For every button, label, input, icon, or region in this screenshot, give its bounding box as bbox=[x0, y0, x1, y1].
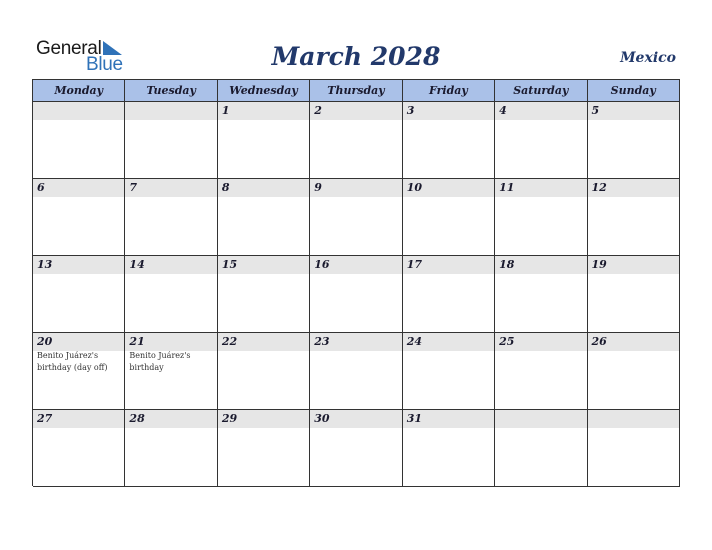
day-number-bar bbox=[218, 102, 309, 120]
day-number-bar bbox=[310, 179, 401, 197]
day-cell[interactable] bbox=[33, 333, 125, 410]
day-number: 24 bbox=[406, 335, 422, 348]
calendar-grid bbox=[32, 79, 680, 486]
day-number-bar bbox=[33, 179, 124, 197]
weekday-header: Monday bbox=[33, 80, 125, 102]
day-cell[interactable] bbox=[588, 256, 680, 333]
day-number: 8 bbox=[221, 181, 230, 194]
day-cell[interactable] bbox=[588, 179, 680, 256]
country-label: Mexico bbox=[620, 50, 676, 66]
day-cell[interactable] bbox=[403, 102, 495, 179]
day-number: 3 bbox=[406, 104, 415, 117]
day-number: 7 bbox=[129, 181, 138, 194]
day-number: 29 bbox=[221, 412, 238, 425]
day-cell[interactable] bbox=[403, 256, 495, 333]
day-cell[interactable] bbox=[33, 179, 125, 256]
logo-blue-text: Blue bbox=[86, 54, 123, 75]
day-number: 23 bbox=[314, 335, 330, 348]
calendar-title: March 2028 bbox=[271, 42, 441, 71]
weekday-header-row bbox=[33, 80, 680, 102]
day-cell[interactable] bbox=[495, 333, 587, 410]
day-cell[interactable] bbox=[310, 256, 402, 333]
day-number: 19 bbox=[591, 258, 607, 271]
day-cell[interactable] bbox=[33, 102, 125, 179]
day-cell[interactable] bbox=[403, 410, 495, 487]
day-number-bar bbox=[495, 410, 586, 428]
day-number-bar bbox=[588, 410, 679, 428]
day-cell[interactable] bbox=[310, 333, 402, 410]
day-cell[interactable] bbox=[495, 410, 587, 487]
week-row bbox=[33, 179, 680, 256]
day-number: 12 bbox=[591, 181, 607, 194]
holiday-event: Benito Juárez's birthday bbox=[129, 351, 191, 372]
day-number: 9 bbox=[314, 181, 322, 194]
day-number: 17 bbox=[406, 258, 422, 271]
day-number-bar bbox=[125, 102, 216, 120]
day-number: 15 bbox=[221, 258, 238, 271]
day-number: 27 bbox=[37, 412, 53, 425]
day-cell[interactable] bbox=[125, 102, 217, 179]
day-number: 21 bbox=[129, 335, 145, 348]
day-number: 2 bbox=[314, 104, 322, 117]
day-number: 26 bbox=[591, 335, 607, 348]
day-cell[interactable] bbox=[218, 333, 310, 410]
weekday-header: Wednesday bbox=[218, 80, 310, 102]
day-number: 13 bbox=[37, 258, 53, 271]
day-number: 1 bbox=[221, 104, 230, 117]
day-number-bar bbox=[588, 102, 679, 120]
weeks-container bbox=[33, 102, 680, 487]
day-cell[interactable] bbox=[218, 256, 310, 333]
day-cell[interactable] bbox=[403, 333, 495, 410]
day-number: 31 bbox=[406, 412, 422, 425]
day-cell[interactable] bbox=[218, 410, 310, 487]
day-number-bar bbox=[125, 179, 216, 197]
weekday-header: Saturday bbox=[495, 80, 587, 102]
day-number: 28 bbox=[129, 412, 145, 425]
week-row bbox=[33, 102, 680, 179]
day-cell[interactable] bbox=[218, 179, 310, 256]
day-number: 16 bbox=[314, 258, 330, 271]
day-cell[interactable] bbox=[588, 102, 680, 179]
day-number: 25 bbox=[499, 335, 515, 348]
day-number: 4 bbox=[499, 104, 507, 117]
day-number: 18 bbox=[499, 258, 515, 271]
day-number-bar bbox=[310, 102, 401, 120]
day-number-bar bbox=[33, 102, 124, 120]
day-cell[interactable] bbox=[125, 410, 217, 487]
day-cell[interactable] bbox=[33, 410, 125, 487]
day-cell[interactable] bbox=[125, 333, 217, 410]
holiday-event: Benito Juárez's birthday (day off) bbox=[37, 351, 108, 372]
weekday-header: Sunday bbox=[588, 80, 680, 102]
day-cell[interactable] bbox=[125, 179, 217, 256]
week-row bbox=[33, 333, 680, 410]
week-row bbox=[33, 410, 680, 487]
day-cell[interactable] bbox=[125, 256, 217, 333]
day-cell[interactable] bbox=[403, 179, 495, 256]
day-number: 6 bbox=[37, 181, 45, 194]
day-cell[interactable] bbox=[495, 256, 587, 333]
day-cell[interactable] bbox=[495, 179, 587, 256]
weekday-header: Thursday bbox=[310, 80, 402, 102]
weekday-header: Tuesday bbox=[125, 80, 217, 102]
day-number: 30 bbox=[314, 412, 330, 425]
week-row bbox=[33, 256, 680, 333]
day-number: 11 bbox=[499, 181, 515, 194]
day-cell[interactable] bbox=[310, 179, 402, 256]
day-number: 20 bbox=[37, 335, 53, 348]
day-number: 10 bbox=[406, 181, 422, 194]
day-cell[interactable] bbox=[218, 102, 310, 179]
weekday-header: Friday bbox=[403, 80, 495, 102]
day-number: 22 bbox=[221, 335, 238, 348]
day-number-bar bbox=[495, 102, 586, 120]
day-cell[interactable] bbox=[495, 102, 587, 179]
day-number-bar bbox=[403, 102, 494, 120]
day-number-bar bbox=[218, 179, 309, 197]
day-cell[interactable] bbox=[588, 410, 680, 487]
day-number: 14 bbox=[129, 258, 145, 271]
day-cell[interactable] bbox=[310, 410, 402, 487]
day-number: 5 bbox=[591, 104, 600, 117]
day-cell[interactable] bbox=[310, 102, 402, 179]
day-cell[interactable] bbox=[588, 333, 680, 410]
logo-general-text: General bbox=[36, 38, 102, 59]
day-cell[interactable] bbox=[33, 256, 125, 333]
